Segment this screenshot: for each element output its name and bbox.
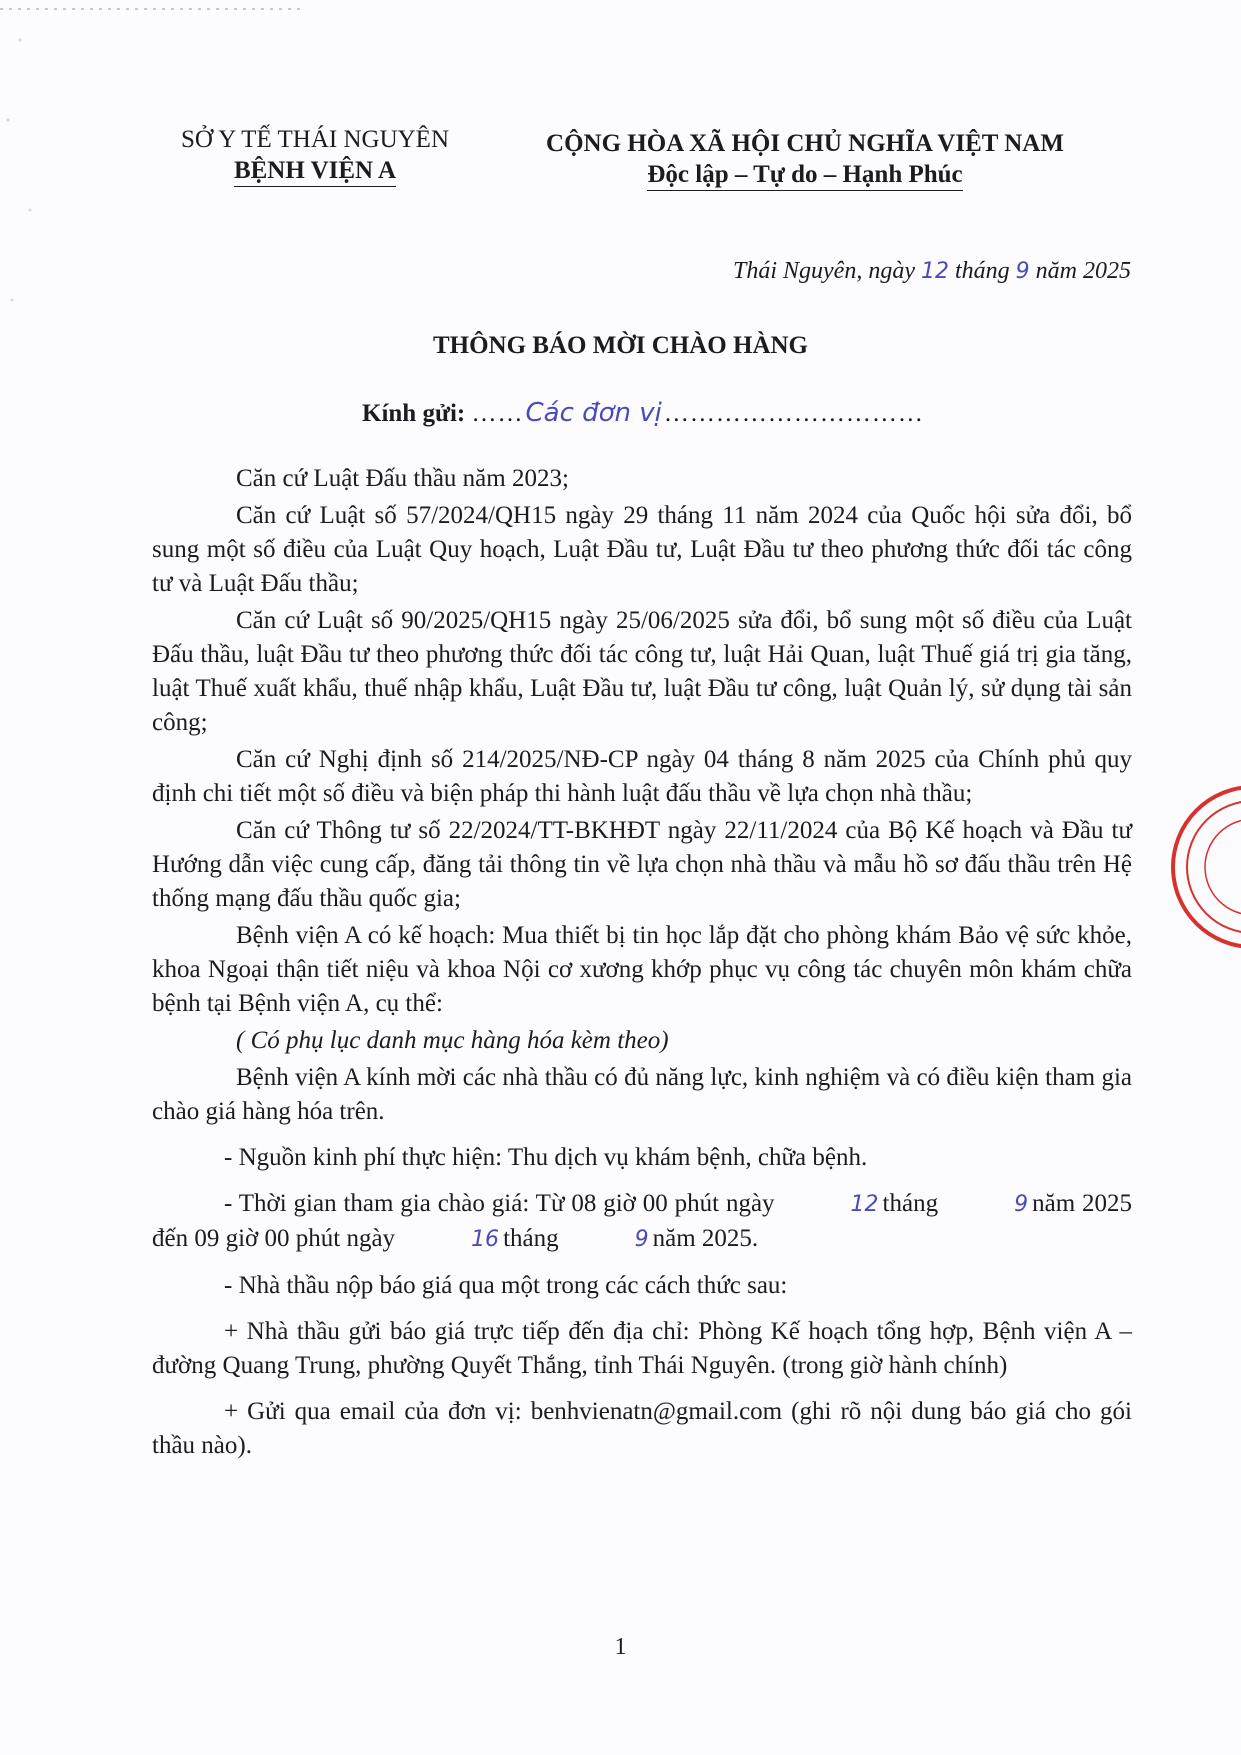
scan-noise	[0, 0, 70, 360]
recipient-label: Kính gửi:	[362, 400, 466, 427]
paragraph-legal-basis-4: Căn cứ Nghị định số 214/2025/NĐ-CP ngày 04 tháng 8 năm 2025 của Chính phủ quy định chi tiết một số điều và biện pháp thi hành luật đấu thầu về lựa chọn nhà thầu;	[152, 746, 1132, 807]
paragraph-submission-email: + Gửi qua email của đơn vị: benhvienatn@gmail.com (ghi rõ nội dung báo giá cho gói thầu nào).	[152, 1398, 1132, 1459]
time-day1-handwritten: 12	[850, 1192, 879, 1217]
document-title: THÔNG BÁO MỜI CHÀO HÀNG	[432, 332, 808, 359]
time-month1-handwritten: 9	[1014, 1192, 1029, 1217]
paragraph-legal-basis-2: Căn cứ Luật số 57/2024/QH15 ngày 29 tháng 11 năm 2024 của Quốc hội sửa đổi, bổ sung một số điều của Luật Quy hoạch, Luật Đầu tư, Luật Đầu tư theo phương thức đối tác công tư và Luật Đấu thầu;	[152, 502, 1132, 597]
time-text-b: tháng	[882, 1190, 939, 1217]
date-prefix: Thái Nguyên, ngày	[733, 258, 915, 284]
recipient-dots-after: …………………………	[663, 400, 924, 427]
issuer-org: SỞ Y TẾ THÁI NGUYÊN	[180, 126, 450, 153]
paragraph-legal-basis-1: Căn cứ Luật Đấu thầu năm 2023;	[236, 465, 569, 492]
document-body	[152, 462, 1132, 1466]
national-motto: Độc lập – Tự do – Hạnh Phúc	[647, 160, 962, 191]
national-header	[520, 128, 1090, 191]
time-text-e: năm 2025.	[652, 1225, 759, 1252]
paragraph-submission-direct: + Nhà thầu gửi báo giá trực tiếp đến địa chỉ: Phòng Kế hoạch tổng hợp, Bệnh viện A – đường Quang Trung, phường Quyết Thắng, tỉnh Thái Nguyên. (trong giờ hành chính)	[152, 1318, 1132, 1379]
time-text-c: năm 2025 đến 09 giờ 00 phút ngày	[152, 1190, 1133, 1252]
date-day-handwritten: 12	[920, 259, 949, 284]
time-text-d: tháng	[503, 1225, 559, 1252]
date-line	[733, 258, 1131, 285]
issuer-block	[150, 124, 480, 187]
country-name: CỘNG HÒA XÃ HỘI CHỦ NGHĨA VIỆT NAM	[546, 130, 1064, 157]
page-number: 1	[614, 1634, 627, 1660]
time-month2-handwritten: 9	[634, 1227, 649, 1252]
recipient-line	[362, 398, 924, 428]
issuer-unit: BỆNH VIỆN A	[234, 156, 396, 187]
red-seal-stamp	[1168, 782, 1241, 952]
paragraph-plan: Bệnh viện A có kế hoạch: Mua thiết bị tin học lắp đặt cho phòng khám Bảo vệ sức khỏe, khoa Ngoại thận tiết niệu và khoa Nội cơ xương khớp phục vụ công tác chuyên môn khám chữa bệnh tại Bệnh viện A, cụ thể:	[152, 922, 1132, 1017]
time-text-a: - Thời gian tham gia chào giá: Từ 08 giờ 00 phút ngày	[224, 1190, 775, 1217]
date-year: năm 2025	[1035, 258, 1131, 284]
time-day2-handwritten: 16	[471, 1227, 500, 1252]
paragraph-legal-basis-5: Căn cứ Thông tư số 22/2024/TT-BKHĐT ngày 22/11/2024 của Bộ Kế hoạch và Đầu tư Hướng dẫn việc cung cấp, đăng tải thông tin về lựa chọn nhà thầu và mẫu hồ sơ đấu thầu trên Hệ thống mạng đấu thầu quốc gia;	[152, 817, 1132, 912]
paragraph-time	[152, 1187, 1132, 1257]
paragraph-funding: - Nguồn kinh phí thực hiện: Thu dịch vụ khám bệnh, chữa bệnh.	[224, 1144, 868, 1171]
paragraph-appendix-note: ( Có phụ lục danh mục hàng hóa kèm theo)	[236, 1027, 669, 1054]
date-month-handwritten: 9	[1015, 259, 1030, 284]
paragraph-invitation: Bệnh viện A kính mời các nhà thầu có đủ năng lực, kinh nghiệm và có điều kiện tham gia chào giá hàng hóa trên.	[152, 1064, 1132, 1125]
date-month-label: tháng	[954, 258, 1010, 284]
paragraph-legal-basis-3: Căn cứ Luật số 90/2025/QH15 ngày 25/06/2025 sửa đổi, bổ sung một số điều của Luật Đấu thầu, luật Đầu tư theo phương thức đối tác công tư, luật Hải Quan, luật Thuế giá trị gia tăng, luật Thuế xuất khẩu, thuế nhập khẩu, Luật Đầu tư, luật Đầu tư công, luật Quản lý, sử dụng tài sản công;	[152, 607, 1132, 736]
scan-noise-top	[0, 8, 300, 10]
recipient-handwritten: Các đơn vị	[525, 398, 662, 428]
paragraph-submission-methods: - Nhà thầu nộp báo giá qua một trong các cách thức sau:	[224, 1272, 788, 1299]
recipient-dots-before: ……	[471, 400, 524, 427]
